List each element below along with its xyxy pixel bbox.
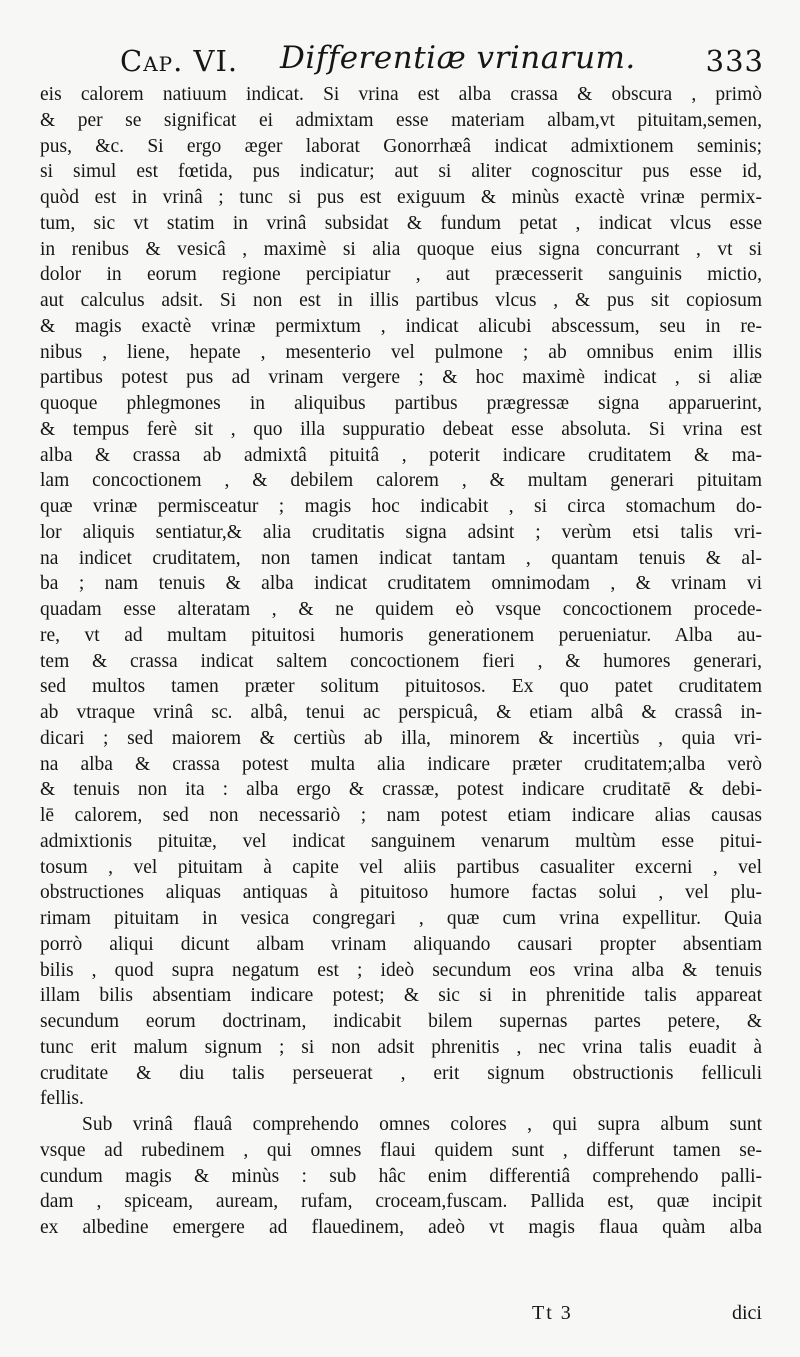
text-line: & tempus ferè sit , quo illa suppuratio debeat esse absoluta. Si vrina est [40, 418, 762, 440]
page-number: 333 [705, 44, 764, 78]
text-line: bilis , quod supra negatum est ; ideò secundum eos vrina alba & tenuis [40, 959, 762, 981]
text-line: aut calculus adsit. Si non est in illis partibus vlcus , & pus sit copiosum [40, 290, 762, 311]
catchword: dici [732, 1302, 762, 1324]
text-line: rimam pituitam in vesica congregari , quæ cum vrina expellitur. Quia [40, 908, 762, 929]
text-line: lam concoctionem , & debilem calorem , & multam generari pituitam [40, 470, 762, 492]
text-line: tunc erit malum signum ; si non adsit phrenitis , nec vrina talis euadit à [40, 1036, 762, 1058]
text-line: na alba & crassa potest multa alia indicare præter cruditatem;alba verò [40, 753, 762, 775]
text-line: obstructiones aliquas antiquas à pituitoso humore factas solui , vel plu- [40, 882, 762, 904]
text-line: in renibus & vesicâ , maximè si alia quoque eius signa concurrant , vt si [40, 238, 762, 260]
text-line: porrò aliqui dicunt albam vrinam aliquando causari propter absentiam [40, 933, 762, 955]
paragraph-end-line: fellis. [40, 1088, 84, 1110]
body-text [40, 82, 762, 1241]
text-line: sed multos tamen præter solitum pituitosos. Ex quo patet cruditatem [40, 676, 762, 698]
signature-mark: Tt 3 [532, 1302, 573, 1324]
text-line: lor aliquis sentiatur,& alia cruditatis signa adsint ; verùm etsi talis vri- [40, 521, 762, 543]
text-line: admixtionis pituitæ, vel indicat sanguinem venarum multùm esse pitui- [40, 830, 762, 852]
text-line: lē calorem, sed non necessariò ; nam potest etiam indicare alias causas [40, 805, 762, 826]
text-line: quoque phlegmones in aliquibus partibus prægressæ signa apparuerint, [40, 393, 762, 414]
text-line: dam , spiceam, auream, rufam, croceam,fuscam. Pallida est, quæ incipit [40, 1191, 762, 1213]
text-line: eis calorem natiuum indicat. Si vrina est alba crassa & obscura , primò [40, 84, 762, 105]
text-line: na indicet cruditatem, non tamen indicat tantam , quantam tenuis & al- [40, 547, 762, 569]
text-line: quòd est in vrinâ ; tunc si pus est exiguum & minùs exactè vrinæ permix- [40, 187, 762, 208]
text-line: & per se significat ei admixtam esse materiam albam,vt pituitam,semen, [40, 109, 762, 131]
text-line: ba ; nam tenuis & alba indicat cruditatem omnimodam , & vrinam vi [40, 573, 762, 595]
text-line: tosum , vel pituitam à capite vel aliis partibus casualiter excerni , vel [40, 856, 762, 878]
running-title: Differentiæ vrinarum. [280, 40, 636, 76]
chapter-heading: Cap. VI. [120, 44, 239, 78]
text-line: & magis exactè vrinæ permixtum , indicat alicubi abscessum, seu in re- [40, 315, 762, 337]
text-line: dicari ; sed maiorem & certiùs ab illa, minorem & incertiùs , quia vri- [40, 727, 762, 749]
paragraph-start-line: Sub vrinâ flauâ comprehendo omnes colores , qui supra album sunt [82, 1114, 762, 1135]
text-line: si simul est fœtida, pus indicatur; aut si aliter cognoscitur pus esse id, [40, 161, 762, 183]
text-line: nibus , liene, hepate , mesenterio vel pulmone ; ab omnibus enim illis [40, 341, 762, 363]
text-line: vsque ad rubedinem , qui omnes flaui quidem sunt , differunt tamen se- [40, 1139, 762, 1161]
page-header [110, 38, 770, 86]
text-line: tum, sic vt statim in vrinâ subsidat & fundum petat , indicat vlcus esse [40, 212, 762, 234]
text-line: pus, &c. Si ergo æger laborat Gonorrhæâ indicat admixtionem seminis; [40, 135, 762, 157]
text-line: re, vt ad multam pituitosi humoris generationem perueniatur. Alba au- [40, 624, 762, 646]
text-line: & tenuis non ita : alba ergo & crassæ, potest indicare cruditatē & debi- [40, 779, 762, 801]
text-line: partibus potest pus ad vrinam vergere ; & hoc maximè indicat , si aliæ [40, 367, 762, 389]
text-line: ex albedine emergere ad flauedinem, adeò vt magis flaua quàm alba [40, 1217, 762, 1238]
text-line: cruditate & diu talis perseuerat , erit signum obstructionis felliculi [40, 1062, 762, 1084]
text-line: tem & crassa indicat saltem concoctionem fieri , & humores generari, [40, 650, 762, 672]
text-line: quadam esse alteratam , & ne quidem eò vsque concoctionem procede- [40, 599, 762, 620]
page-footer [40, 1302, 762, 1332]
text-line: illam bilis absentiam indicare potest; & sic si in phrenitide talis appareat [40, 985, 762, 1007]
text-line: cundum magis & minùs : sub hâc enim differentiâ comprehendo palli- [40, 1165, 762, 1187]
text-line: dolor in eorum regione percipiatur , aut præcesserit sanguinis mictio, [40, 264, 762, 286]
text-line: secundum eorum doctrinam, indicabit bilem supernas partes petere, & [40, 1011, 762, 1032]
text-line: ab vtraque vrinâ sc. albâ, tenui ac perspicuâ, & etiam albâ & crassâ in- [40, 702, 762, 723]
text-line: quæ vrinæ permisceatur ; magis hoc indicabit , si circa stomachum do- [40, 496, 762, 517]
text-line: alba & crassa ab admixtâ pituitâ , poterit indicare cruditatem & ma- [40, 444, 762, 466]
